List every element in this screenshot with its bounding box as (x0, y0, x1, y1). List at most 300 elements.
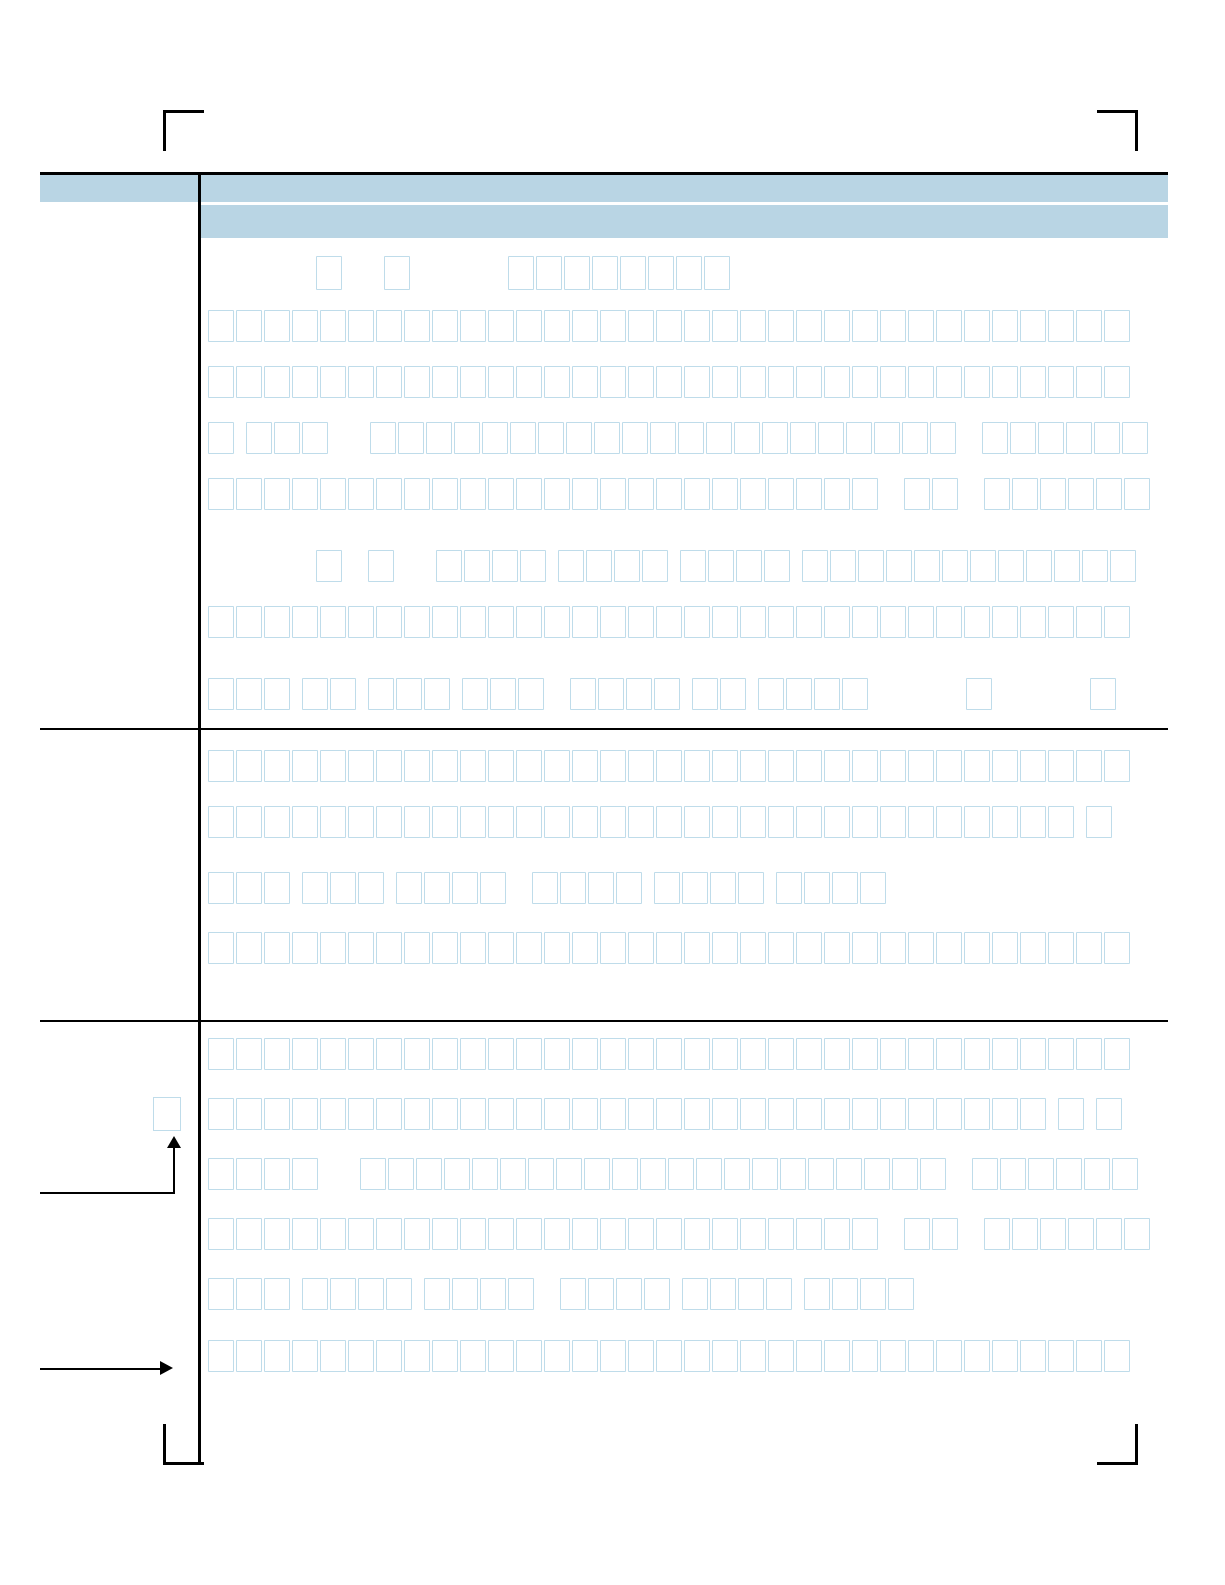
char-cell[interactable] (880, 1038, 906, 1070)
char-cell[interactable] (796, 806, 822, 838)
char-cell[interactable] (316, 550, 342, 582)
char-cell[interactable] (710, 1278, 736, 1310)
char-cell[interactable] (992, 606, 1018, 638)
char-cell[interactable] (768, 478, 794, 510)
char-cell[interactable] (432, 1340, 458, 1372)
char-cell[interactable] (572, 1218, 598, 1250)
char-cell[interactable] (902, 422, 928, 454)
char-cell[interactable] (880, 366, 906, 398)
char-cell[interactable] (776, 872, 802, 904)
char-cell[interactable] (1028, 1158, 1054, 1190)
char-cell[interactable] (264, 872, 290, 904)
char-cell[interactable] (908, 750, 934, 782)
char-cell[interactable] (464, 550, 490, 582)
char-cell[interactable] (684, 1340, 710, 1372)
char-cell[interactable] (432, 750, 458, 782)
char-cell[interactable] (320, 1038, 346, 1070)
char-cell[interactable] (600, 1218, 626, 1250)
char-cell[interactable] (984, 478, 1010, 510)
char-cell[interactable] (264, 1158, 290, 1190)
char-cell[interactable] (740, 1218, 766, 1250)
char-cell[interactable] (208, 1340, 234, 1372)
char-cell[interactable] (404, 1098, 430, 1130)
char-cell[interactable] (880, 750, 906, 782)
char-cell[interactable] (824, 310, 850, 342)
char-cell[interactable] (886, 550, 912, 582)
char-cell[interactable] (586, 550, 612, 582)
char-cell[interactable] (964, 310, 990, 342)
char-cell[interactable] (836, 1158, 862, 1190)
char-cell[interactable] (824, 1218, 850, 1250)
char-cell[interactable] (544, 750, 570, 782)
char-cell[interactable] (814, 678, 840, 710)
char-cell[interactable] (768, 366, 794, 398)
char-cell[interactable] (712, 1218, 738, 1250)
char-cell[interactable] (500, 1158, 526, 1190)
char-cell[interactable] (518, 678, 544, 710)
char-cell[interactable] (656, 750, 682, 782)
char-cell[interactable] (740, 1038, 766, 1070)
char-cell[interactable] (370, 422, 396, 454)
char-cell[interactable] (1020, 366, 1046, 398)
char-cell[interactable] (208, 1098, 234, 1130)
char-cell[interactable] (930, 422, 956, 454)
char-cell[interactable] (570, 678, 596, 710)
char-cell[interactable] (330, 1278, 356, 1310)
char-cell[interactable] (460, 366, 486, 398)
field-row-s1-r4[interactable] (208, 422, 1150, 454)
char-cell[interactable] (376, 606, 402, 638)
char-cell[interactable] (348, 750, 374, 782)
char-cell[interactable] (860, 1278, 886, 1310)
char-cell[interactable] (1020, 1098, 1046, 1130)
char-cell[interactable] (648, 256, 674, 290)
char-cell[interactable] (628, 1218, 654, 1250)
char-cell[interactable] (1040, 1218, 1066, 1250)
char-cell[interactable] (852, 1218, 878, 1250)
char-cell[interactable] (880, 932, 906, 964)
char-cell[interactable] (656, 606, 682, 638)
char-cell[interactable] (472, 1158, 498, 1190)
char-cell[interactable] (654, 872, 680, 904)
char-cell[interactable] (560, 872, 586, 904)
char-cell[interactable] (488, 750, 514, 782)
char-cell[interactable] (544, 806, 570, 838)
char-cell[interactable] (740, 932, 766, 964)
char-cell[interactable] (1000, 1158, 1026, 1190)
char-cell[interactable] (566, 422, 592, 454)
char-cell[interactable] (1038, 422, 1064, 454)
char-cell[interactable] (488, 310, 514, 342)
char-cell[interactable] (740, 366, 766, 398)
char-cell[interactable] (824, 1340, 850, 1372)
char-cell[interactable] (208, 1158, 234, 1190)
char-cell[interactable] (348, 1340, 374, 1372)
char-cell[interactable] (208, 1278, 234, 1310)
char-cell[interactable] (992, 310, 1018, 342)
char-cell[interactable] (404, 1038, 430, 1070)
char-cell[interactable] (330, 678, 356, 710)
char-cell[interactable] (804, 872, 830, 904)
char-cell[interactable] (684, 1218, 710, 1250)
char-cell[interactable] (874, 422, 900, 454)
char-cell[interactable] (1066, 422, 1092, 454)
char-cell[interactable] (852, 806, 878, 838)
char-cell[interactable] (348, 932, 374, 964)
char-cell[interactable] (360, 1158, 386, 1190)
char-cell[interactable] (1020, 1340, 1046, 1372)
char-cell[interactable] (368, 678, 394, 710)
char-cell[interactable] (404, 932, 430, 964)
char-cell[interactable] (852, 1340, 878, 1372)
char-cell[interactable] (824, 750, 850, 782)
char-cell[interactable] (208, 1218, 234, 1250)
char-cell[interactable] (1076, 1340, 1102, 1372)
char-cell[interactable] (264, 932, 290, 964)
char-cell[interactable] (684, 750, 710, 782)
char-cell[interactable] (622, 422, 648, 454)
char-cell[interactable] (572, 310, 598, 342)
char-cell[interactable] (572, 1340, 598, 1372)
char-cell[interactable] (1096, 1098, 1122, 1130)
char-cell[interactable] (932, 478, 958, 510)
char-cell[interactable] (488, 1038, 514, 1070)
char-cell[interactable] (1048, 366, 1074, 398)
char-cell[interactable] (908, 1098, 934, 1130)
char-cell[interactable] (302, 1278, 328, 1310)
char-cell[interactable] (488, 1218, 514, 1250)
char-cell[interactable] (628, 750, 654, 782)
char-cell[interactable] (460, 1218, 486, 1250)
char-cell[interactable] (656, 366, 682, 398)
char-cell[interactable] (404, 1218, 430, 1250)
char-cell[interactable] (208, 872, 234, 904)
field-row-s1-r3[interactable] (208, 366, 1132, 398)
char-cell[interactable] (1104, 1340, 1130, 1372)
char-cell[interactable] (768, 750, 794, 782)
char-cell[interactable] (236, 806, 262, 838)
char-cell[interactable] (642, 550, 668, 582)
field-row-s1-r6[interactable] (316, 550, 1138, 582)
char-cell[interactable] (796, 1218, 822, 1250)
char-cell[interactable] (488, 932, 514, 964)
char-cell[interactable] (734, 422, 760, 454)
char-cell[interactable] (404, 366, 430, 398)
char-cell[interactable] (264, 750, 290, 782)
char-cell[interactable] (1112, 1158, 1138, 1190)
char-cell[interactable] (592, 256, 618, 290)
char-cell[interactable] (908, 1038, 934, 1070)
char-cell[interactable] (432, 366, 458, 398)
char-cell[interactable] (320, 1340, 346, 1372)
char-cell[interactable] (560, 1278, 586, 1310)
char-cell[interactable] (236, 872, 262, 904)
char-cell[interactable] (880, 606, 906, 638)
char-cell[interactable] (516, 806, 542, 838)
char-cell[interactable] (936, 1038, 962, 1070)
char-cell[interactable] (656, 1098, 682, 1130)
char-cell[interactable] (302, 678, 328, 710)
char-cell[interactable] (824, 806, 850, 838)
char-cell[interactable] (1048, 1340, 1074, 1372)
char-cell[interactable] (712, 1340, 738, 1372)
char-cell[interactable] (236, 1340, 262, 1372)
char-cell[interactable] (936, 366, 962, 398)
char-cell[interactable] (348, 366, 374, 398)
char-cell[interactable] (908, 806, 934, 838)
char-cell[interactable] (656, 1038, 682, 1070)
char-cell[interactable] (790, 422, 816, 454)
char-cell[interactable] (684, 806, 710, 838)
char-cell[interactable] (516, 750, 542, 782)
char-cell[interactable] (964, 366, 990, 398)
char-cell[interactable] (740, 1340, 766, 1372)
char-cell[interactable] (368, 550, 394, 582)
char-cell[interactable] (852, 932, 878, 964)
char-cell[interactable] (432, 1218, 458, 1250)
char-cell[interactable] (684, 366, 710, 398)
char-cell[interactable] (852, 310, 878, 342)
char-cell[interactable] (236, 750, 262, 782)
char-cell[interactable] (720, 678, 746, 710)
char-cell[interactable] (768, 1038, 794, 1070)
char-cell[interactable] (684, 478, 710, 510)
field-row-s2-r2[interactable] (208, 806, 1114, 838)
char-cell[interactable] (1048, 806, 1074, 838)
char-cell[interactable] (292, 1038, 318, 1070)
char-cell[interactable] (1068, 478, 1094, 510)
char-cell[interactable] (432, 478, 458, 510)
char-cell[interactable] (992, 932, 1018, 964)
char-cell[interactable] (572, 366, 598, 398)
char-cell[interactable] (852, 750, 878, 782)
char-cell[interactable] (520, 550, 546, 582)
char-cell[interactable] (600, 1098, 626, 1130)
char-cell[interactable] (832, 872, 858, 904)
char-cell[interactable] (942, 550, 968, 582)
char-cell[interactable] (740, 478, 766, 510)
char-cell[interactable] (528, 1158, 554, 1190)
char-cell[interactable] (208, 678, 234, 710)
char-cell[interactable] (264, 806, 290, 838)
char-cell[interactable] (236, 1098, 262, 1130)
char-cell[interactable] (1084, 1158, 1110, 1190)
char-cell[interactable] (614, 550, 640, 582)
char-cell[interactable] (508, 256, 534, 290)
char-cell[interactable] (598, 678, 624, 710)
char-cell[interactable] (292, 806, 318, 838)
char-cell[interactable] (796, 750, 822, 782)
char-cell[interactable] (1090, 678, 1116, 710)
char-cell[interactable] (936, 806, 962, 838)
char-cell[interactable] (692, 678, 718, 710)
field-row-s3-r3[interactable] (208, 1158, 1140, 1190)
char-cell[interactable] (880, 1340, 906, 1372)
char-cell[interactable] (264, 1218, 290, 1250)
char-cell[interactable] (640, 1158, 666, 1190)
char-cell[interactable] (536, 256, 562, 290)
char-cell[interactable] (998, 550, 1024, 582)
char-cell[interactable] (796, 932, 822, 964)
char-cell[interactable] (432, 606, 458, 638)
char-cell[interactable] (712, 932, 738, 964)
char-cell[interactable] (348, 310, 374, 342)
char-cell[interactable] (460, 606, 486, 638)
char-cell[interactable] (236, 932, 262, 964)
char-cell[interactable] (208, 310, 234, 342)
char-cell[interactable] (488, 366, 514, 398)
char-cell[interactable] (880, 806, 906, 838)
char-cell[interactable] (768, 1098, 794, 1130)
char-cell[interactable] (600, 310, 626, 342)
char-cell[interactable] (972, 1158, 998, 1190)
char-cell[interactable] (992, 750, 1018, 782)
char-cell[interactable] (572, 1098, 598, 1130)
char-cell[interactable] (628, 366, 654, 398)
char-cell[interactable] (264, 366, 290, 398)
char-cell[interactable] (432, 932, 458, 964)
char-cell[interactable] (292, 1340, 318, 1372)
char-cell[interactable] (628, 1340, 654, 1372)
char-cell[interactable] (796, 606, 822, 638)
char-cell[interactable] (992, 1098, 1018, 1130)
char-cell[interactable] (1122, 422, 1148, 454)
char-cell[interactable] (892, 1158, 918, 1190)
char-cell[interactable] (824, 1038, 850, 1070)
char-cell[interactable] (964, 806, 990, 838)
char-cell[interactable] (1026, 550, 1052, 582)
char-cell[interactable] (678, 422, 704, 454)
char-cell[interactable] (386, 1278, 412, 1310)
char-cell[interactable] (544, 366, 570, 398)
char-cell[interactable] (908, 310, 934, 342)
char-cell[interactable] (740, 1098, 766, 1130)
char-cell[interactable] (712, 606, 738, 638)
char-cell[interactable] (516, 1340, 542, 1372)
char-cell[interactable] (594, 422, 620, 454)
char-cell[interactable] (376, 750, 402, 782)
char-cell[interactable] (348, 1038, 374, 1070)
char-cell[interactable] (992, 366, 1018, 398)
char-cell[interactable] (1012, 478, 1038, 510)
char-cell[interactable] (1086, 806, 1112, 838)
char-cell[interactable] (964, 750, 990, 782)
char-cell[interactable] (796, 1098, 822, 1130)
char-cell[interactable] (992, 806, 1018, 838)
char-cell[interactable] (1020, 606, 1046, 638)
char-cell[interactable] (656, 1218, 682, 1250)
char-cell[interactable] (1076, 750, 1102, 782)
char-cell[interactable] (738, 1278, 764, 1310)
char-cell[interactable] (208, 422, 234, 454)
char-cell[interactable] (1012, 1218, 1038, 1250)
char-cell[interactable] (416, 1158, 442, 1190)
char-cell[interactable] (936, 1340, 962, 1372)
char-cell[interactable] (832, 1278, 858, 1310)
char-cell[interactable] (1076, 1038, 1102, 1070)
char-cell[interactable] (488, 478, 514, 510)
char-cell[interactable] (880, 310, 906, 342)
char-cell[interactable] (654, 678, 680, 710)
char-cell[interactable] (358, 1278, 384, 1310)
char-cell[interactable] (208, 478, 234, 510)
char-cell[interactable] (600, 478, 626, 510)
char-cell[interactable] (1048, 932, 1074, 964)
char-cell[interactable] (656, 478, 682, 510)
char-cell[interactable] (404, 478, 430, 510)
char-cell[interactable] (1104, 932, 1130, 964)
char-cell[interactable] (1104, 366, 1130, 398)
char-cell[interactable] (236, 1038, 262, 1070)
char-cell[interactable] (516, 310, 542, 342)
char-cell[interactable] (696, 1158, 722, 1190)
char-cell[interactable] (480, 872, 506, 904)
char-cell[interactable] (684, 606, 710, 638)
char-cell[interactable] (236, 678, 262, 710)
char-cell[interactable] (316, 256, 342, 290)
char-cell[interactable] (628, 806, 654, 838)
char-cell[interactable] (904, 478, 930, 510)
char-cell[interactable] (426, 422, 452, 454)
char-cell[interactable] (274, 422, 300, 454)
char-cell[interactable] (444, 1158, 470, 1190)
char-cell[interactable] (544, 1218, 570, 1250)
char-cell[interactable] (1020, 932, 1046, 964)
char-cell[interactable] (600, 932, 626, 964)
char-cell[interactable] (1020, 1038, 1046, 1070)
char-cell[interactable] (628, 932, 654, 964)
char-cell[interactable] (264, 1098, 290, 1130)
char-cell[interactable] (964, 1098, 990, 1130)
char-cell[interactable] (376, 1038, 402, 1070)
char-cell[interactable] (432, 1038, 458, 1070)
char-cell[interactable] (376, 310, 402, 342)
char-cell[interactable] (758, 678, 784, 710)
char-cell[interactable] (436, 550, 462, 582)
char-cell[interactable] (852, 1038, 878, 1070)
char-cell[interactable] (564, 256, 590, 290)
char-cell[interactable] (544, 1038, 570, 1070)
char-cell[interactable] (236, 478, 262, 510)
char-cell[interactable] (320, 806, 346, 838)
char-cell[interactable] (842, 678, 868, 710)
char-cell[interactable] (460, 1038, 486, 1070)
char-cell[interactable] (348, 1218, 374, 1250)
char-cell[interactable] (936, 932, 962, 964)
char-cell[interactable] (1048, 310, 1074, 342)
char-cell[interactable] (208, 932, 234, 964)
char-cell[interactable] (824, 478, 850, 510)
field-row-s3-r2[interactable] (208, 1098, 1124, 1130)
char-cell[interactable] (796, 1038, 822, 1070)
char-cell[interactable] (424, 1278, 450, 1310)
char-cell[interactable] (712, 366, 738, 398)
char-cell[interactable] (302, 422, 328, 454)
char-cell[interactable] (982, 422, 1008, 454)
char-cell[interactable] (936, 750, 962, 782)
char-cell[interactable] (682, 1278, 708, 1310)
section-3-flag-checkbox[interactable] (153, 1097, 181, 1131)
char-cell[interactable] (292, 606, 318, 638)
char-cell[interactable] (236, 1278, 262, 1310)
field-row-s3-r6[interactable] (208, 1340, 1132, 1372)
char-cell[interactable] (908, 366, 934, 398)
char-cell[interactable] (1124, 1218, 1150, 1250)
char-cell[interactable] (818, 422, 844, 454)
char-cell[interactable] (292, 1158, 318, 1190)
char-cell[interactable] (490, 678, 516, 710)
char-cell[interactable] (404, 606, 430, 638)
